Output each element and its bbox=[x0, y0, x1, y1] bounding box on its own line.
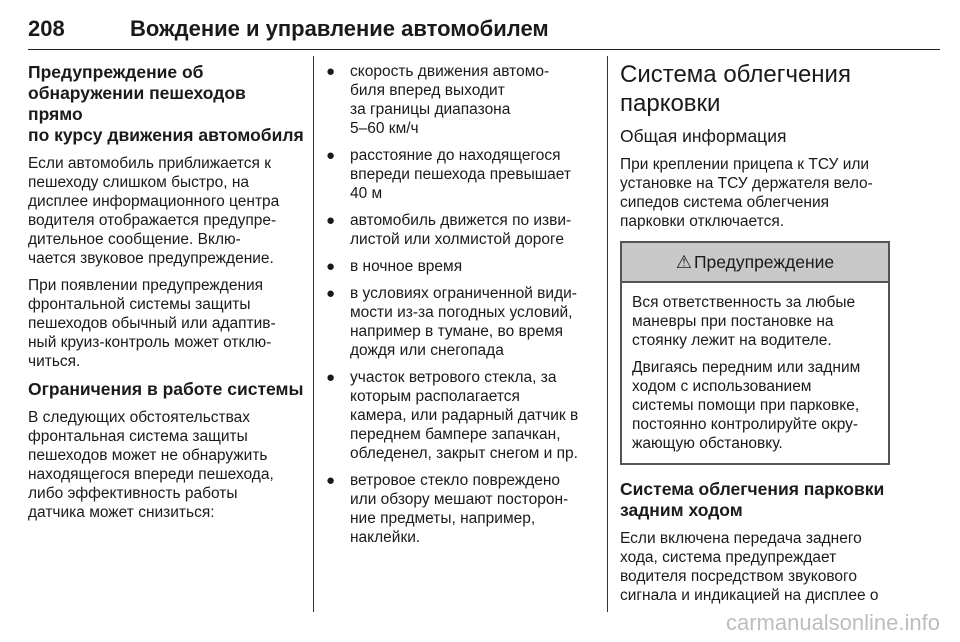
list-item-text: скорость движения автомо- биля вперед выходит за границы диапазона 5–60 км/ч bbox=[350, 63, 550, 137]
page-title: Вождение и управление автомобилем bbox=[130, 16, 549, 41]
bullet-icon: ● bbox=[326, 63, 336, 80]
header-divider bbox=[28, 49, 940, 50]
warning-body bbox=[622, 283, 888, 463]
bullet-icon: ● bbox=[326, 472, 336, 489]
paragraph: При появлении предупреждения фронтальной системы защиты пешеходов обычный или адаптив- ный круиз-контроль может отклю- читься. bbox=[28, 277, 276, 370]
watermark: carmanualsonline.info bbox=[725, 610, 940, 635]
list-item bbox=[326, 284, 596, 360]
heading-pedestrian-warning: Предупреждение об обнаружении пешеходов прямо по курсу движения автомобиля bbox=[28, 62, 304, 145]
list-item bbox=[326, 257, 596, 276]
warning-header bbox=[622, 243, 888, 283]
heading-rear-parking-assist: Система облегчения парковки задним ходом bbox=[620, 479, 885, 520]
list-item-text: в условиях ограниченной види- мости из-за погодных условий, например в тумане, во время дождя или снегопада bbox=[350, 285, 577, 359]
list-item-text: в ночное время bbox=[350, 258, 463, 275]
paragraph: Вся ответственность за любые маневры при постановке на стоянку лежит на водителе. bbox=[632, 294, 856, 349]
warning-title: Предупреждение bbox=[693, 251, 835, 272]
heading-general-info: Общая информация bbox=[620, 126, 787, 146]
list-item-text: автомобиль движется по изви- листой или холмистой дороге bbox=[350, 212, 572, 248]
list-item-text: расстояние до находящегося впереди пешехода превышает 40 м bbox=[350, 147, 571, 202]
warning-triangle-icon: ⚠ bbox=[675, 251, 692, 272]
column-divider-right bbox=[607, 56, 608, 612]
bullet-icon: ● bbox=[326, 285, 336, 302]
list-item bbox=[326, 146, 596, 203]
column-middle bbox=[326, 62, 596, 555]
paragraph: Двигаясь передним или задним ходом с использованием системы помощи при парковке, постоянно контролируйте окру- жающую обстановку. bbox=[632, 359, 861, 452]
heading-system-limits: Ограничения в работе системы bbox=[28, 379, 304, 399]
warning-box bbox=[620, 241, 890, 465]
bullet-icon: ● bbox=[326, 258, 336, 275]
bullet-icon: ● bbox=[326, 369, 336, 386]
paragraph: При креплении прицепа к ТСУ или установке на ТСУ держателя вело- сипедов система облегчения парковки отключается. bbox=[620, 156, 873, 230]
page-number: 208 bbox=[28, 16, 65, 41]
list-item-text: ветровое стекло повреждено или обзору мешают посторон- ние предметы, например, наклейки. bbox=[350, 472, 569, 546]
list-item-text: участок ветрового стекла, за которым располагается камера, или радарный датчик в переднем бампере запачкан, обледенел, закрыт снегом и пр. bbox=[350, 369, 579, 462]
paragraph: Если автомобиль приближается к пешеходу слишком быстро, на дисплее информационного центра водителя отображается предупре- дительное сообщение. Вклю- чается звуковое предупреждение. bbox=[28, 155, 280, 267]
limitations-list bbox=[326, 62, 596, 547]
paragraph: Если включена передача заднего хода, система предупреждает водителя посредством звукового сигнала и индикацией на дисплее о bbox=[620, 530, 879, 604]
bullet-icon: ● bbox=[326, 147, 336, 164]
column-right bbox=[620, 62, 890, 613]
bullet-icon: ● bbox=[326, 212, 336, 229]
list-item bbox=[326, 211, 596, 249]
page-header bbox=[20, 8, 940, 50]
list-item bbox=[326, 368, 596, 463]
list-item bbox=[326, 62, 596, 138]
column-divider-left bbox=[313, 56, 314, 612]
heading-parking-assist: Система облегчения парковки bbox=[620, 61, 851, 117]
paragraph: В следующих обстоятельствах фронтальная система защиты пешеходов может не обнаружить находящегося впереди пешехода, либо эффективность работы датчика может снизиться: bbox=[28, 409, 274, 521]
list-item bbox=[326, 471, 596, 547]
column-left bbox=[28, 62, 304, 530]
